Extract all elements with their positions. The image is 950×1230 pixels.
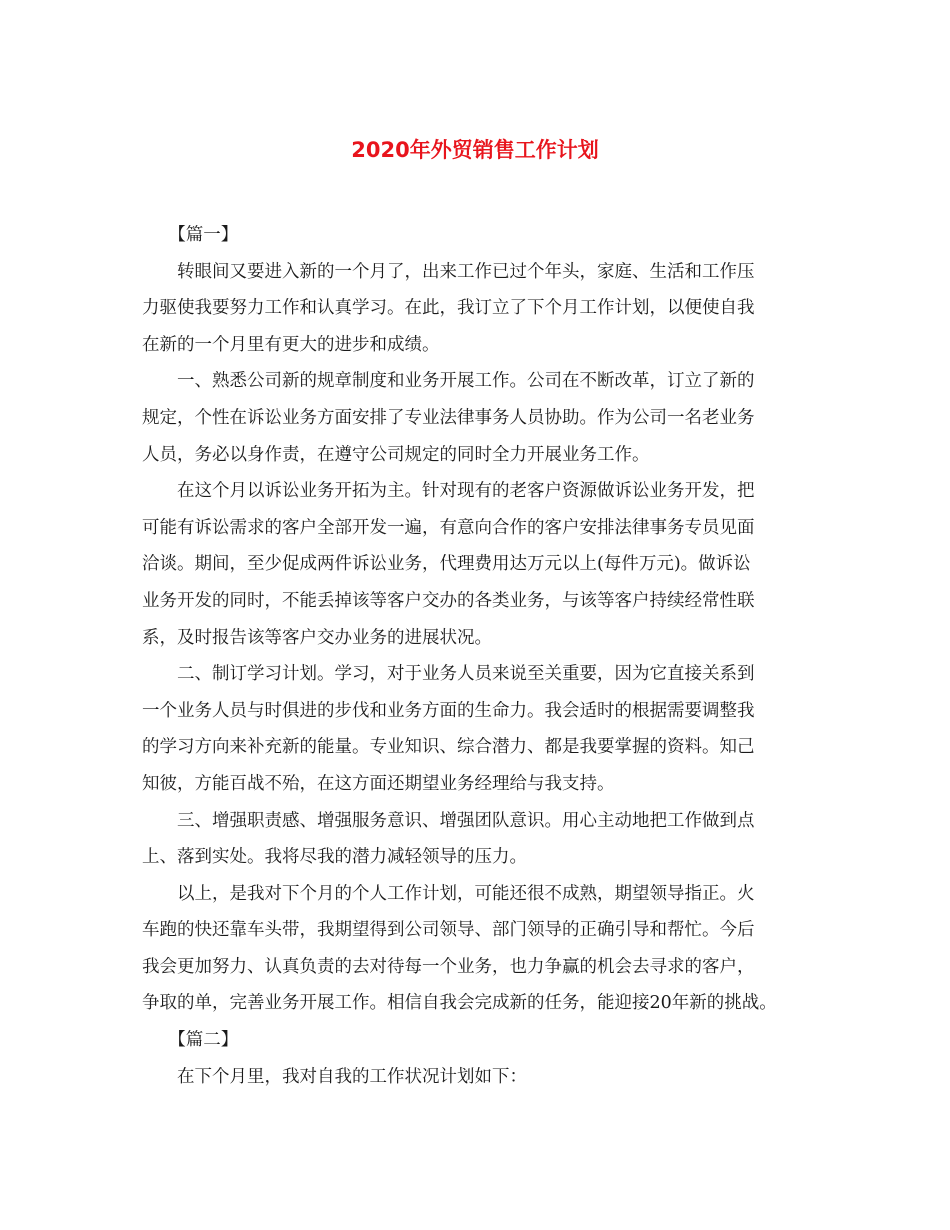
paragraph-item-one: 一、熟悉公司新的规章制度和业务开展工作。公司在不断改革，订立了新的 规定，个性在诉讼业务方面安排了专业法律事务人员协助。作为公司一名老业务 人员，务必以身作责，在遵守公司规定的同时全力开展业务工作。 xyxy=(142,371,755,465)
section-heading-part-two: 【篇二】 xyxy=(168,1030,239,1051)
section-heading-part-one: 【篇一】 xyxy=(168,225,239,245)
document-title: 2020年外贸销售工作计划 xyxy=(351,138,599,162)
paragraph-conclusion: 以上，是我对下个月的个人工作计划，可能还很不成熟，期望领导指正。火 车跑的快还靠车头带，我期望得到公司领导、部门领导的正确引导和帮忙。今后 我会更加努力、认真负责的去对待每一个业务，也力争赢的机会去寻求的客户， 争取的单，完善业务开展工作。相信自我会完成新的任务，能迎接20年新的挑战。 xyxy=(142,883,777,1014)
document-body xyxy=(142,217,817,1095)
paragraph-item-two: 二、制订学习计划。学习，对于业务人员来说至关重要，因为它直接关系到 一个业务人员与时俱进的步伐和业务方面的生命力。我会适时的根据需要调整我 的学习方向来补充新的能量。专业知识、综合潜力、都是我要掌握的资料。知己 知彼，方能百战不殆，在这方面还期望业务经理给与我支持。 xyxy=(142,664,755,794)
paragraph-part-two-intro: 在下个月里，我对自我的工作状况计划如下： xyxy=(177,1066,527,1087)
paragraph-litigation: 在这个月以诉讼业务开拓为主。针对现有的老客户资源做诉讼业务开发，把 可能有诉讼需求的客户全部开发一遍，有意向合作的客户安排法律事务专员见面 洽谈。期间，至少促成两件诉讼业务，代理费用达万元以上(每件万元)。做诉讼 业务开发的同时，不能丢掉该等客户交办的各类业务，与该等客户持续经常性联 系，及时报告该等客户交办业务的进展状况。 xyxy=(142,481,755,648)
paragraph-item-three: 三、增强职责感、增强服务意识、增强团队意识。用心主动地把工作做到点 上、落到实处。我将尽我的潜力减轻领导的压力。 xyxy=(142,810,755,868)
paragraph-intro: 转眼间又要进入新的一个月了，出来工作已过个年头，家庭、生活和工作压 力驱使我要努力工作和认真学习。在此，我订立了下个月工作计划，以便使自我 在新的一个月里有更大的进步和成绩。 xyxy=(142,261,755,355)
